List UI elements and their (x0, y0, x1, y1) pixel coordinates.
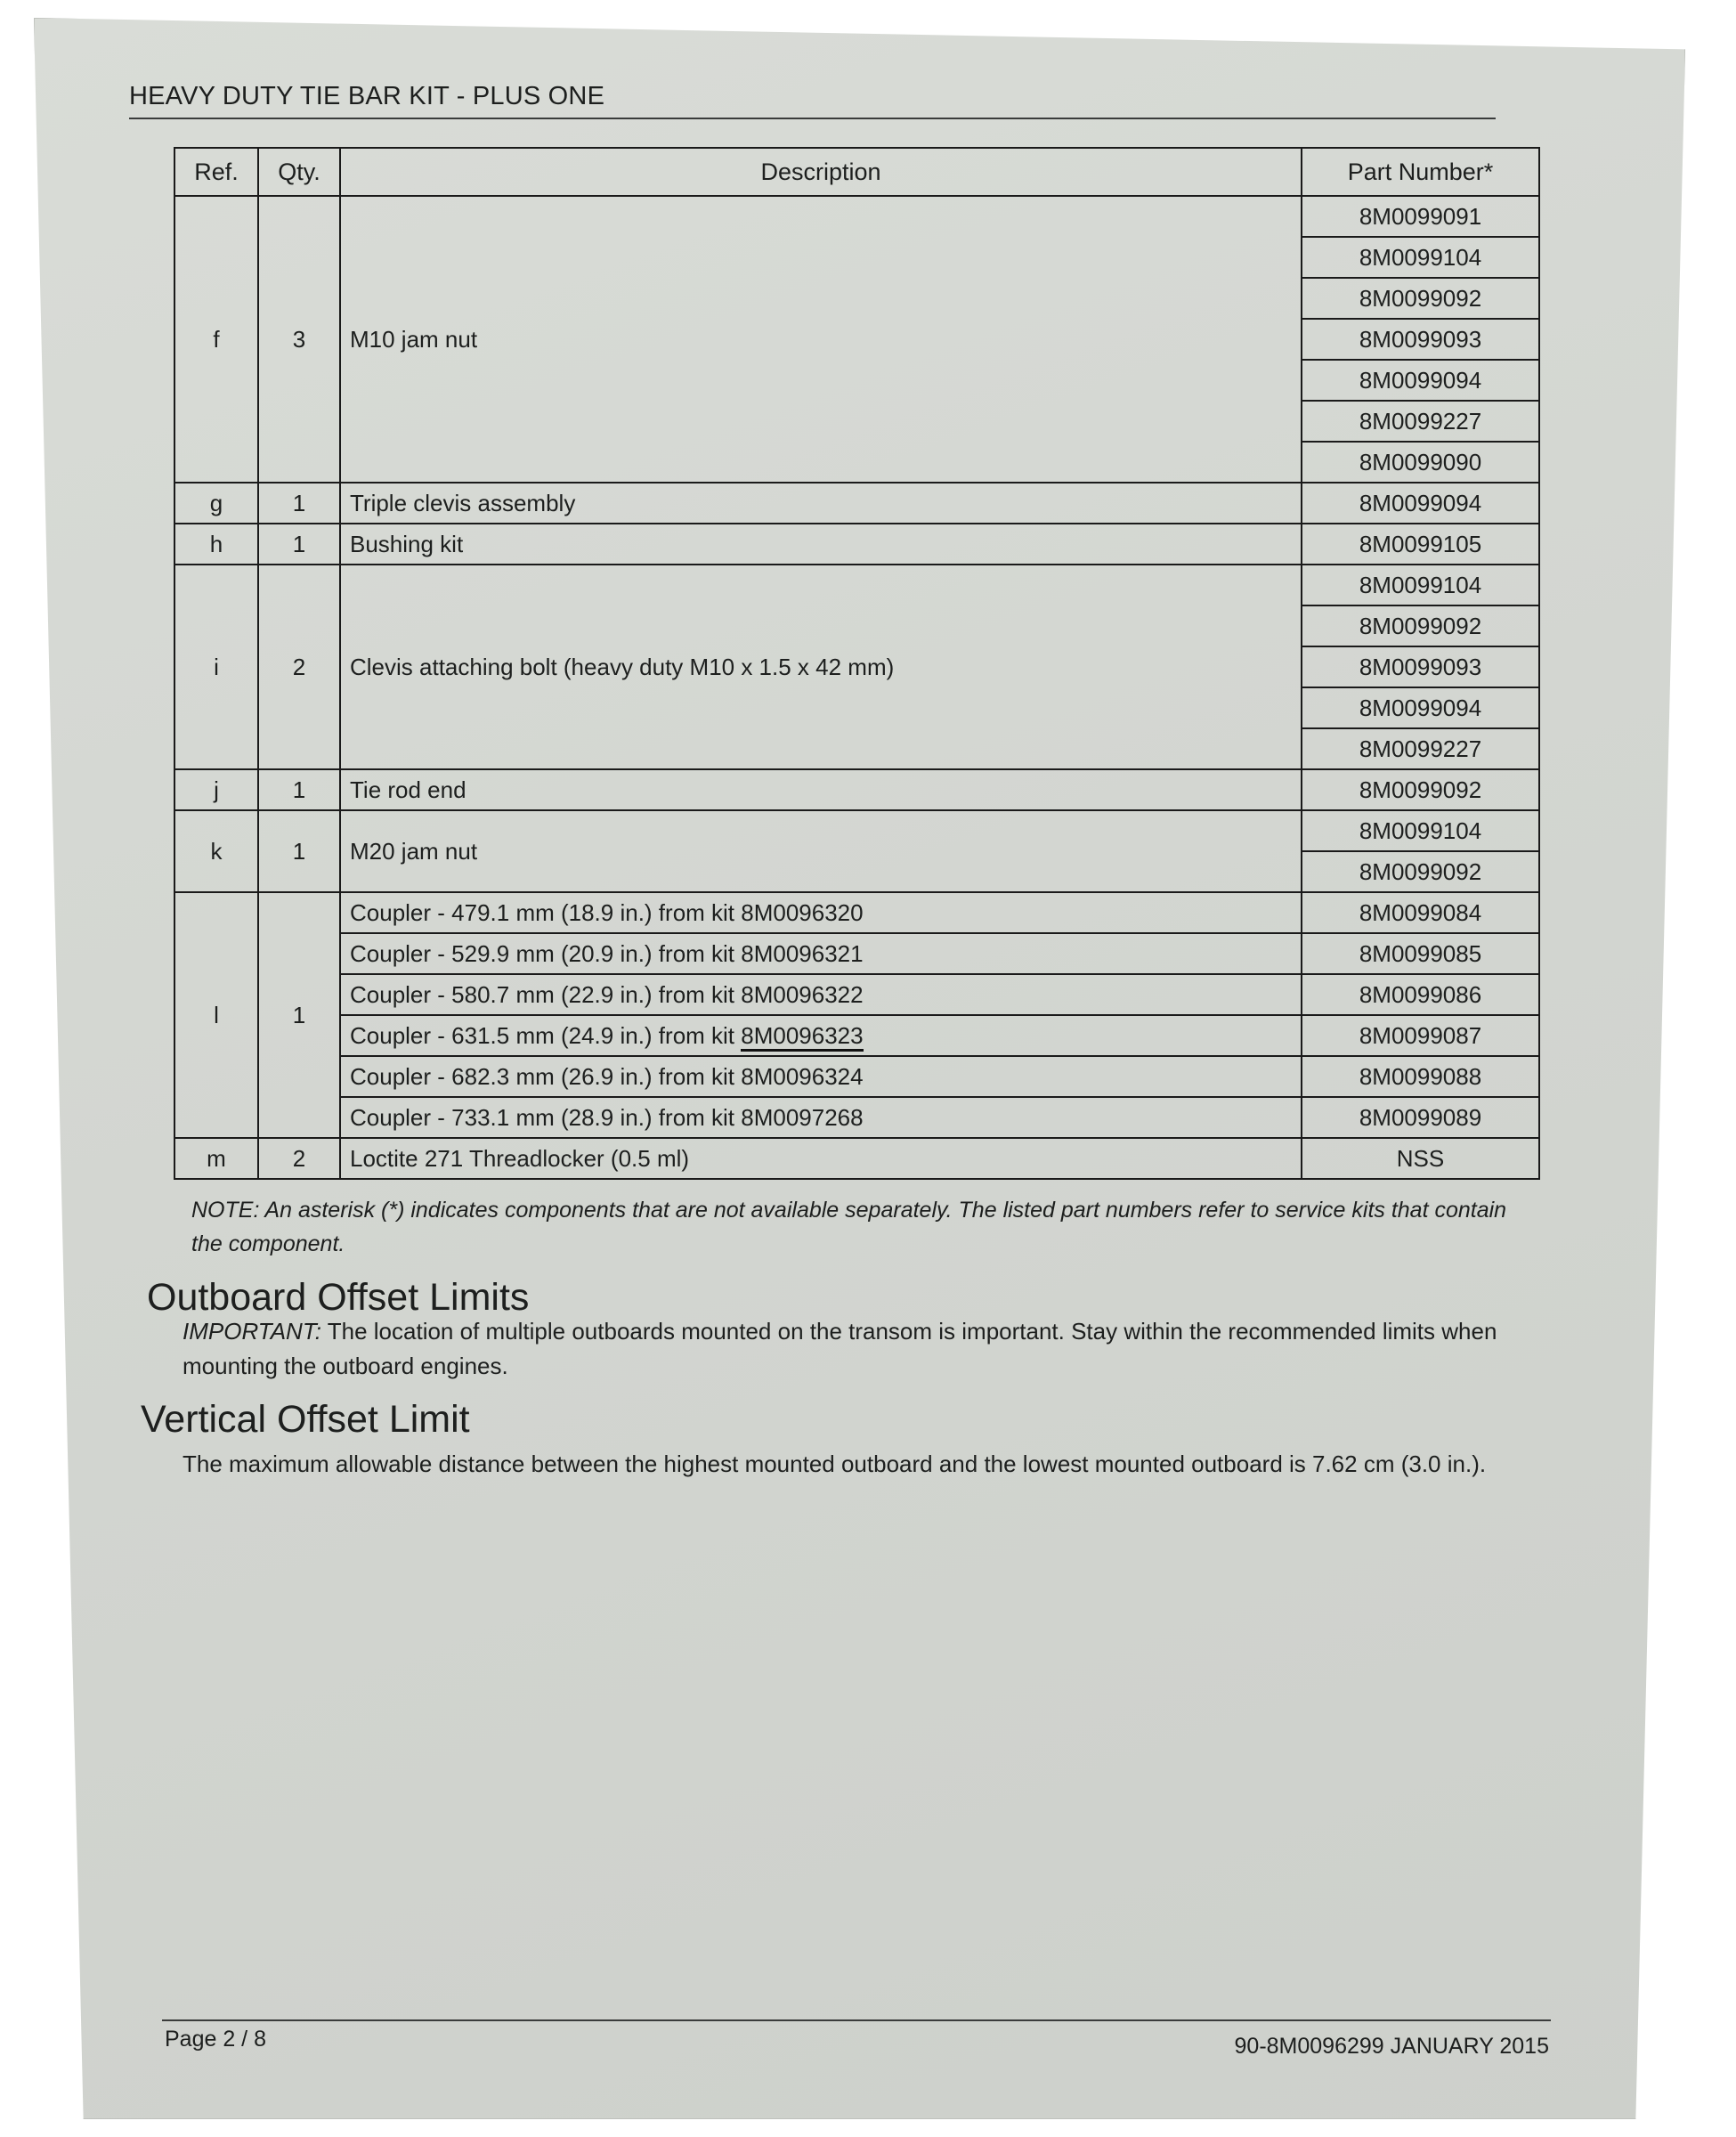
description-cell (340, 1015, 1302, 1056)
note-label: NOTE: (191, 1198, 260, 1223)
note-body: An asterisk (*) indicates components that are not available separately. The listed part numbers refer to service kits that contain the component. (191, 1198, 1507, 1256)
column-header-qty: Qty. (258, 148, 340, 196)
description-cell: Tie rod end (340, 769, 1302, 810)
part-number-cell: 8M0099091 (1302, 196, 1539, 237)
part-number-cell: 8M0099094 (1302, 483, 1539, 524)
part-number-cell: 8M0099227 (1302, 401, 1539, 442)
ref-cell: i (174, 565, 258, 769)
part-number-cell: 8M0099093 (1302, 319, 1539, 360)
important-label: IMPORTANT: (183, 1318, 321, 1345)
ref-cell: g (174, 483, 258, 524)
part-number-cell: 8M0099092 (1302, 278, 1539, 319)
part-number-cell: 8M0099092 (1302, 605, 1539, 646)
document-number: 90-8M0096299 JANUARY 2015 (1234, 2034, 1549, 2059)
description-cell (340, 892, 1302, 933)
note-text (191, 1193, 1509, 1261)
part-number-cell: 8M0099094 (1302, 687, 1539, 728)
table-row (174, 810, 1539, 851)
description-cell: Bushing kit (340, 524, 1302, 565)
part-number-cell: 8M0099092 (1302, 851, 1539, 892)
part-number-cell: 8M0099086 (1302, 974, 1539, 1015)
part-number-cell: 8M0099105 (1302, 524, 1539, 565)
table-row (174, 769, 1539, 810)
table-row (174, 1097, 1539, 1138)
table-row (174, 196, 1539, 237)
part-number-cell: 8M0099089 (1302, 1097, 1539, 1138)
kit-number: 8M0096324 (741, 1062, 864, 1090)
kit-number: 8M0097268 (741, 1103, 864, 1131)
part-number-cell: 8M0099088 (1302, 1056, 1539, 1097)
important-body: The location of multiple outboards mounted on the transom is important. Stay within the recommended limits when mounting the outboard engines. (183, 1318, 1497, 1379)
description-cell (340, 974, 1302, 1015)
vertical-offset-paragraph: The maximum allowable distance between the highest mounted outboard and the lowest mounted outboard is 7.62 cm (3.0 in.). (183, 1450, 1487, 1477)
kit-number: 8M0096321 (741, 939, 864, 967)
part-number-cell: 8M0099104 (1302, 565, 1539, 605)
part-number-cell: 8M0099092 (1302, 769, 1539, 810)
coupler-description: Coupler - 580.7 mm (22.9 in.) from kit (350, 980, 742, 1008)
table-row (174, 483, 1539, 524)
description-cell (340, 1056, 1302, 1097)
description-cell: M10 jam nut (340, 196, 1302, 483)
part-number-cell: 8M0099093 (1302, 646, 1539, 687)
table-row (174, 974, 1539, 1015)
description-cell (340, 933, 1302, 974)
column-header-description: Description (340, 148, 1302, 196)
header-rule (129, 118, 1496, 119)
qty-cell: 1 (258, 524, 340, 565)
ref-cell: k (174, 810, 258, 892)
parts-table-body (174, 196, 1539, 1179)
offset-limits-heading: Outboard Offset Limits (147, 1276, 530, 1319)
kit-number: 8M0096323 (741, 1022, 863, 1052)
table-row (174, 524, 1539, 565)
ref-cell: f (174, 196, 258, 483)
part-number-cell: 8M0099094 (1302, 360, 1539, 401)
description-cell: Loctite 271 Threadlocker (0.5 ml) (340, 1138, 1302, 1179)
important-paragraph (183, 1314, 1536, 1384)
kit-number: 8M0096322 (741, 980, 864, 1008)
ref-cell: l (174, 892, 258, 1138)
qty-cell: 1 (258, 483, 340, 524)
page-number: Page 2 / 8 (165, 2027, 266, 2052)
kit-number: 8M0096320 (741, 898, 864, 926)
coupler-description: Coupler - 479.1 mm (18.9 in.) from kit (350, 898, 742, 926)
qty-cell: 2 (258, 1138, 340, 1179)
qty-cell: 3 (258, 196, 340, 483)
vertical-offset-heading: Vertical Offset Limit (141, 1398, 470, 1441)
description-cell (340, 1097, 1302, 1138)
table-row (174, 1015, 1539, 1056)
column-header-part-number: Part Number* (1302, 148, 1539, 196)
description-cell: Clevis attaching bolt (heavy duty M10 x 1.5 x 42 mm) (340, 565, 1302, 769)
qty-cell: 1 (258, 892, 340, 1138)
document-title: HEAVY DUTY TIE BAR KIT - PLUS ONE (129, 82, 605, 110)
coupler-description: Coupler - 631.5 mm (24.9 in.) from kit (350, 1021, 742, 1049)
parts-table (174, 147, 1540, 1180)
coupler-description: Coupler - 733.1 mm (28.9 in.) from kit (350, 1103, 742, 1131)
description-cell: M20 jam nut (340, 810, 1302, 892)
coupler-description: Coupler - 682.3 mm (26.9 in.) from kit (350, 1062, 742, 1090)
ref-cell: h (174, 524, 258, 565)
footer-rule (162, 2019, 1551, 2021)
ref-cell: j (174, 769, 258, 810)
ref-cell: m (174, 1138, 258, 1179)
part-number-cell: 8M0099085 (1302, 933, 1539, 974)
part-number-cell: NSS (1302, 1138, 1539, 1179)
table-row (174, 1056, 1539, 1097)
qty-cell: 1 (258, 810, 340, 892)
description-cell: Triple clevis assembly (340, 483, 1302, 524)
part-number-cell: 8M0099104 (1302, 237, 1539, 278)
coupler-description: Coupler - 529.9 mm (20.9 in.) from kit (350, 939, 742, 967)
part-number-cell: 8M0099090 (1302, 442, 1539, 483)
column-header-ref: Ref. (174, 148, 258, 196)
table-row (174, 565, 1539, 605)
part-number-cell: 8M0099104 (1302, 810, 1539, 851)
qty-cell: 1 (258, 769, 340, 810)
qty-cell: 2 (258, 565, 340, 769)
part-number-cell: 8M0099084 (1302, 892, 1539, 933)
table-row (174, 892, 1539, 933)
part-number-cell: 8M0099087 (1302, 1015, 1539, 1056)
table-row (174, 933, 1539, 974)
table-row (174, 1138, 1539, 1179)
part-number-cell: 8M0099227 (1302, 728, 1539, 769)
table-header-row (174, 148, 1539, 196)
